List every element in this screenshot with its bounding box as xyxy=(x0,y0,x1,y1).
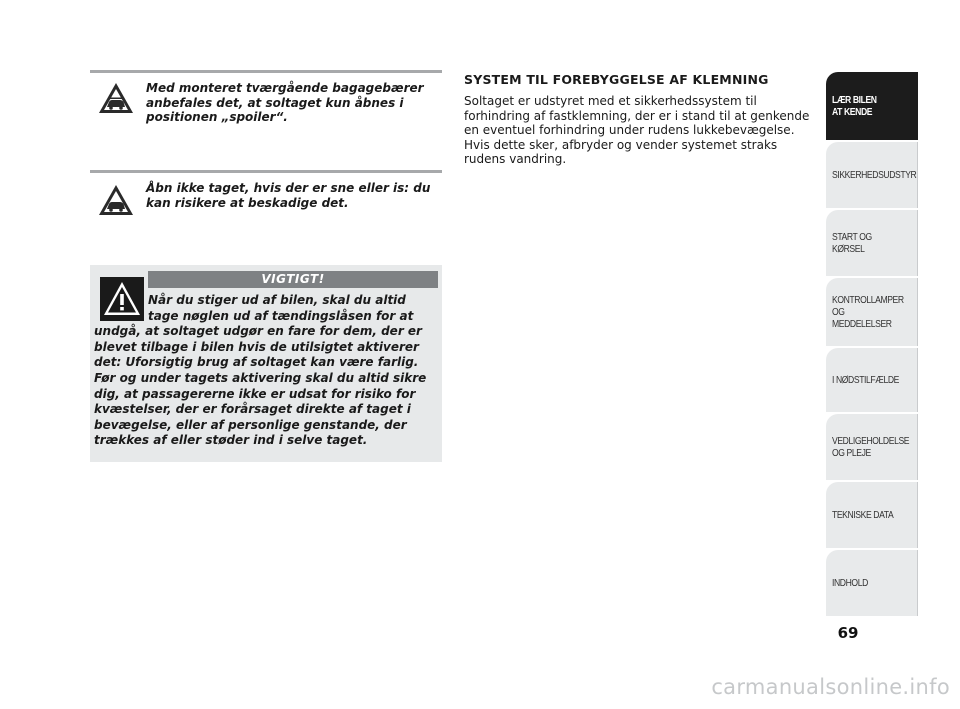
page-number: 69 xyxy=(837,624,859,642)
warning-text-container xyxy=(94,293,438,449)
watermark: carmanualsonline.info xyxy=(711,675,950,699)
tab-label: TEKNISKE DATA xyxy=(832,509,894,521)
tab-label: I NØDSTILFÆLDE xyxy=(832,374,899,386)
note-text: Åbn ikke taget, hvis der er sne eller is: du kan risikere at beskadige det. xyxy=(146,181,431,210)
section-title: SYSTEM TIL FOREBYGGELSE AF KLEMNING xyxy=(464,72,769,87)
warning-box xyxy=(90,265,442,462)
car-warning-icon xyxy=(98,184,134,216)
section-body: Soltaget er udstyret med et sikkerhedssystem til forhindring af fastklemning, der er i stand til at genkende en eventuel forhindring under rudens lukkebevægelse. Hvis dette sker, afbryder og vender systemet straks rudens vandring. xyxy=(464,94,810,167)
tab-label: LÆR BILEN AT KENDE xyxy=(832,94,877,118)
tab-tekniske-data[interactable] xyxy=(826,482,918,548)
tab-laer-bilen-at-kende[interactable] xyxy=(826,72,918,140)
warning-header: VIGTIGT! xyxy=(148,271,438,288)
note-divider xyxy=(90,170,442,173)
article-anti-pinch xyxy=(464,72,820,167)
tab-label: KONTROLLAMPER OG MEDDELELSER xyxy=(832,294,904,330)
tab-label: INDHOLD xyxy=(832,577,868,589)
tab-kontrollamper[interactable] xyxy=(826,278,918,346)
tab-label: START OG KØRSEL xyxy=(832,231,872,255)
note-divider xyxy=(90,70,442,73)
tab-start-og-korsel[interactable] xyxy=(826,210,918,276)
warning-text: Når du stiger ud af bilen, skal du altid tage nøglen ud af tændingslåsen for at undgå, at soltaget udgør en fare for dem, der er blevet tilbage i bilen hvis de utilsigtet aktiverer det: Uforsigtig brug af soltaget kan være farlig. Før og under tagets aktivering skal du altid sikre dig, at passagererne ikke er udsat for risiko for kvæstelser, der er forårsaget direkte af taget i bevægelse, eller af personlige genstande, der trækkes af eller støder ind i selve taget. xyxy=(94,293,427,448)
tab-label: VEDLIGEHOLDELSE OG PLEJE xyxy=(832,435,910,459)
tab-sikkerhedsudstyr[interactable] xyxy=(826,142,918,208)
car-warning-icon xyxy=(98,82,134,114)
note-snow-ice xyxy=(90,170,442,240)
note-roof-rack xyxy=(90,70,442,160)
tab-i-nodstilfaelde[interactable] xyxy=(826,348,918,412)
tab-indhold[interactable] xyxy=(826,550,918,616)
chapter-tabs xyxy=(826,72,918,620)
note-text: Med monteret tværgående bagagebærer anbefales det, at soltaget kun åbnes i positionen „spoiler“. xyxy=(146,81,424,124)
tab-vedligeholdelse[interactable] xyxy=(826,414,918,480)
tab-label: SIKKERHEDSUDSTYR xyxy=(832,169,917,181)
